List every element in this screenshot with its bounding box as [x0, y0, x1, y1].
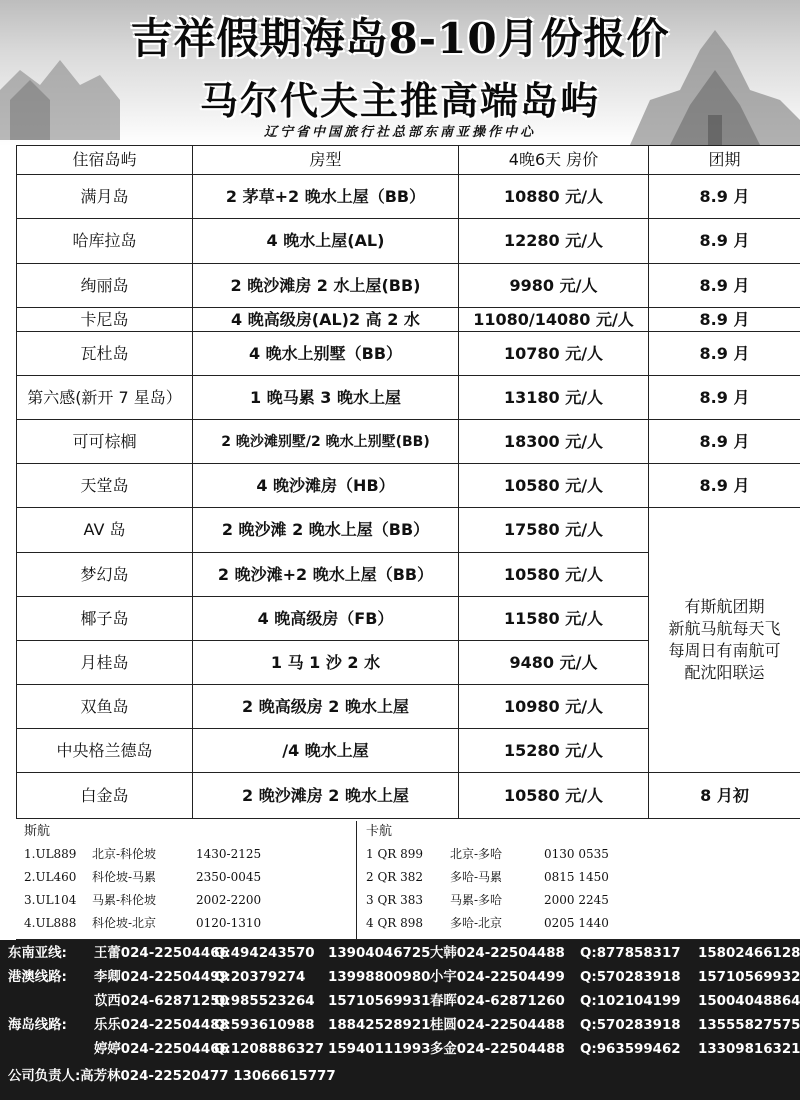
- contact-phone: 李卿024-22504499: [94, 970, 229, 985]
- flight-code: 3.UL104: [24, 893, 77, 907]
- price: 18300 元/人: [459, 420, 649, 464]
- flight-route: 多哈-北京: [450, 916, 503, 930]
- flight-route: 科伦坡-北京: [92, 916, 157, 930]
- contact-qq: Q:877858317: [580, 946, 681, 961]
- flight-code: 4.UL888: [24, 916, 77, 930]
- table-row: [17, 264, 800, 308]
- room-type: /4 晚水上屋: [193, 729, 459, 773]
- island-name: 哈库拉岛: [17, 219, 193, 264]
- contact-row: [0, 1038, 800, 1062]
- contact-qq: Q:494243570: [214, 946, 315, 961]
- tour-period: 8.9 月: [649, 420, 800, 464]
- agency-name: 辽宁省中国旅行社总部东南亚操作中心: [263, 125, 536, 140]
- line-label: 港澳线路:: [8, 970, 67, 985]
- contact-qq: Q:570283918: [580, 1018, 681, 1033]
- price: 10980 元/人: [459, 685, 649, 729]
- flight-row: [366, 843, 786, 866]
- room-type: 1 晚马累 3 晚水上屋: [193, 376, 459, 420]
- note-line: 有斯航团期: [684, 597, 765, 616]
- flight-time: 0120-1310: [196, 916, 262, 930]
- company-manager: 公司负责人:高芳林024-22520477 13066615777: [8, 1069, 336, 1084]
- contact-phone: 桂圆024-22504488: [430, 1018, 565, 1033]
- flight-code: 3 QR 383: [366, 893, 424, 907]
- airline-title: 卡航: [366, 824, 393, 839]
- contact-phone: 春晖024-62871260: [430, 994, 565, 1009]
- contact-mobile: 15940111993: [328, 1042, 431, 1057]
- column-header-price: 4晚6天 房价: [459, 146, 649, 175]
- contact-phone: 多金024-22504488: [430, 1042, 565, 1057]
- flight-route: 马累-多哈: [450, 893, 503, 907]
- flight-route: 北京-科伦坡: [92, 847, 157, 861]
- page-title: 吉祥假期海岛8-10月份报价: [130, 14, 670, 63]
- flight-row: [24, 889, 354, 912]
- price: 10880 元/人: [459, 175, 649, 219]
- table-row: [17, 464, 800, 508]
- island-name: 瓦杜岛: [17, 332, 193, 376]
- contact-qq: Q:570283918: [580, 970, 681, 985]
- contact-mobile: 15710569932: [698, 970, 800, 985]
- room-type: 2 晚高级房 2 晚水上屋: [193, 685, 459, 729]
- contact-qq: Q:593610988: [214, 1018, 315, 1033]
- price: 9980 元/人: [459, 264, 649, 308]
- contact-mobile: 15004048864: [698, 994, 800, 1009]
- flight-schedule: [16, 821, 800, 940]
- contact-row: [0, 966, 800, 990]
- table-row: [17, 308, 800, 332]
- tour-period: 8.9 月: [649, 219, 800, 264]
- tour-period: 8 月初: [649, 773, 800, 819]
- price: 9480 元/人: [459, 641, 649, 685]
- flight-divider: [356, 821, 357, 939]
- room-type: 2 茅草+2 晚水上屋（BB）: [193, 175, 459, 219]
- price: 11080/14080 元/人: [459, 308, 649, 332]
- flight-route: 科伦坡-马累: [92, 870, 157, 884]
- price: 10580 元/人: [459, 553, 649, 597]
- tour-period: 8.9 月: [649, 264, 800, 308]
- flight-row: [24, 843, 354, 866]
- flight-time: 0205 1440: [544, 916, 609, 930]
- flight-time: 0815 1450: [544, 870, 609, 884]
- room-type: 2 晚沙滩 2 晚水上屋（BB）: [193, 508, 459, 553]
- island-name: AV 岛: [17, 508, 193, 553]
- contact-mobile: 13998800980: [328, 970, 431, 985]
- contact-mobile: 18842528921: [328, 1018, 431, 1033]
- flight-code: 2.UL460: [24, 870, 77, 884]
- island-name: 双鱼岛: [17, 685, 193, 729]
- flight-time: 2350-0045: [196, 870, 262, 884]
- contact-row: [0, 942, 800, 966]
- flight-code: 4 QR 898: [366, 916, 424, 930]
- contact-qq: Q:985523264: [214, 994, 315, 1009]
- room-type: 2 晚沙滩房 2 晚水上屋: [193, 773, 459, 819]
- contact-phone: 苡西024-62871250: [94, 994, 229, 1009]
- contact-phone: 王蕾024-22504466: [94, 946, 229, 961]
- flight-route: 北京-多哈: [450, 847, 503, 861]
- room-type: 4 晚沙滩房（HB）: [193, 464, 459, 508]
- page-subtitle: 马尔代夫主推高端岛屿: [199, 79, 600, 123]
- contact-mobile: 13555827575: [698, 1018, 800, 1033]
- flight-row: [366, 866, 786, 889]
- contact-panel: [0, 940, 800, 1100]
- contact-mobile: 15710569931: [328, 994, 431, 1009]
- contact-phone: 大韩024-22504488: [430, 946, 565, 961]
- room-type: 4 晚水上屋(AL): [193, 219, 459, 264]
- island-name: 第六感(新开 7 星岛）: [17, 376, 193, 420]
- price: 10580 元/人: [459, 464, 649, 508]
- flight-row: [24, 866, 354, 889]
- island-name: 天堂岛: [17, 464, 193, 508]
- contact-row: [0, 1014, 800, 1038]
- flight-code: 2 QR 382: [366, 870, 424, 884]
- flight-code: 1.UL889: [24, 847, 77, 861]
- contact-mobile: 13309816321: [698, 1042, 800, 1057]
- contact-phone: 婷婷024-22504466: [94, 1042, 229, 1057]
- price: 10780 元/人: [459, 332, 649, 376]
- tour-period: 8.9 月: [649, 332, 800, 376]
- contact-mobile: 15802466128: [698, 946, 800, 961]
- room-type: 4 晚高级房(AL)2 高 2 水: [193, 308, 459, 332]
- table-row: [17, 332, 800, 376]
- flight-time: 0130 0535: [544, 847, 609, 861]
- price: 10580 元/人: [459, 773, 649, 819]
- line-label: 海岛线路:: [8, 1018, 67, 1033]
- island-name: 椰子岛: [17, 597, 193, 641]
- table-row: [17, 773, 800, 819]
- airline-title: 斯航: [24, 824, 51, 839]
- contact-phone: 小宇024-22504499: [430, 970, 565, 985]
- contact-qq: Q:20379274: [214, 970, 306, 985]
- flight-code: 1 QR 899: [366, 847, 424, 861]
- column-header-period: 团期: [649, 146, 800, 175]
- island-name: 卡尼岛: [17, 308, 193, 332]
- contact-qq: Q:963599462: [580, 1042, 681, 1057]
- tour-period: 8.9 月: [649, 464, 800, 508]
- flight-row: [366, 912, 786, 935]
- tour-period: 8.9 月: [649, 175, 800, 219]
- island-name: 月桂岛: [17, 641, 193, 685]
- note-line: 配沈阳联运: [684, 663, 765, 682]
- tour-period-note: [649, 508, 800, 773]
- island-name: 白金岛: [17, 773, 193, 819]
- price: 11580 元/人: [459, 597, 649, 641]
- room-type: 4 晚水上别墅（BB）: [193, 332, 459, 376]
- room-type: 1 马 1 沙 2 水: [193, 641, 459, 685]
- line-label: 东南亚线:: [8, 946, 67, 961]
- page-header: [0, 0, 800, 146]
- flight-route: 马累-科伦坡: [92, 893, 157, 907]
- table-row: [17, 376, 800, 420]
- contact-qq: Q:1208886327: [214, 1042, 324, 1057]
- island-name: 中央格兰德岛: [17, 729, 193, 773]
- column-header-island: 住宿岛屿: [17, 146, 193, 175]
- contact-mobile: 13904046725: [328, 946, 431, 961]
- island-name: 梦幻岛: [17, 553, 193, 597]
- contact-phone: 乐乐024-22504488: [94, 1018, 229, 1033]
- price: 12280 元/人: [459, 219, 649, 264]
- price: 13180 元/人: [459, 376, 649, 420]
- contact-row: [0, 990, 800, 1014]
- contact-qq: Q:102104199: [580, 994, 681, 1009]
- table-row: [17, 420, 800, 464]
- table-row: [17, 219, 800, 264]
- table-row: [17, 508, 800, 553]
- flight-time: 2002-2200: [196, 893, 262, 907]
- price: 17580 元/人: [459, 508, 649, 553]
- tour-period: 8.9 月: [649, 376, 800, 420]
- table-row: [17, 175, 800, 219]
- flight-time: 2000 2245: [544, 893, 609, 907]
- flight-row: [366, 889, 786, 912]
- room-type: 4 晚高级房（FB）: [193, 597, 459, 641]
- island-name: 满月岛: [17, 175, 193, 219]
- flight-row: [24, 912, 354, 935]
- island-name: 可可棕榈: [17, 420, 193, 464]
- table-header-row: [17, 146, 800, 175]
- flight-time: 1430-2125: [196, 847, 262, 861]
- tour-period: 8.9 月: [649, 308, 800, 332]
- price: 15280 元/人: [459, 729, 649, 773]
- column-header-room: 房型: [193, 146, 459, 175]
- price-table: [16, 145, 800, 819]
- room-type: 2 晚沙滩别墅/2 晚水上别墅(BB): [193, 420, 459, 464]
- room-type: 2 晚沙滩+2 晚水上屋（BB）: [193, 553, 459, 597]
- srilankan-flights: [24, 821, 354, 935]
- note-line: 新航马航每天飞: [668, 619, 781, 638]
- room-type: 2 晚沙滩房 2 水上屋(BB): [193, 264, 459, 308]
- island-name: 绚丽岛: [17, 264, 193, 308]
- flight-route: 多哈-马累: [450, 870, 503, 884]
- qatar-flights: [366, 821, 786, 935]
- note-line: 每周日有南航可: [668, 641, 781, 660]
